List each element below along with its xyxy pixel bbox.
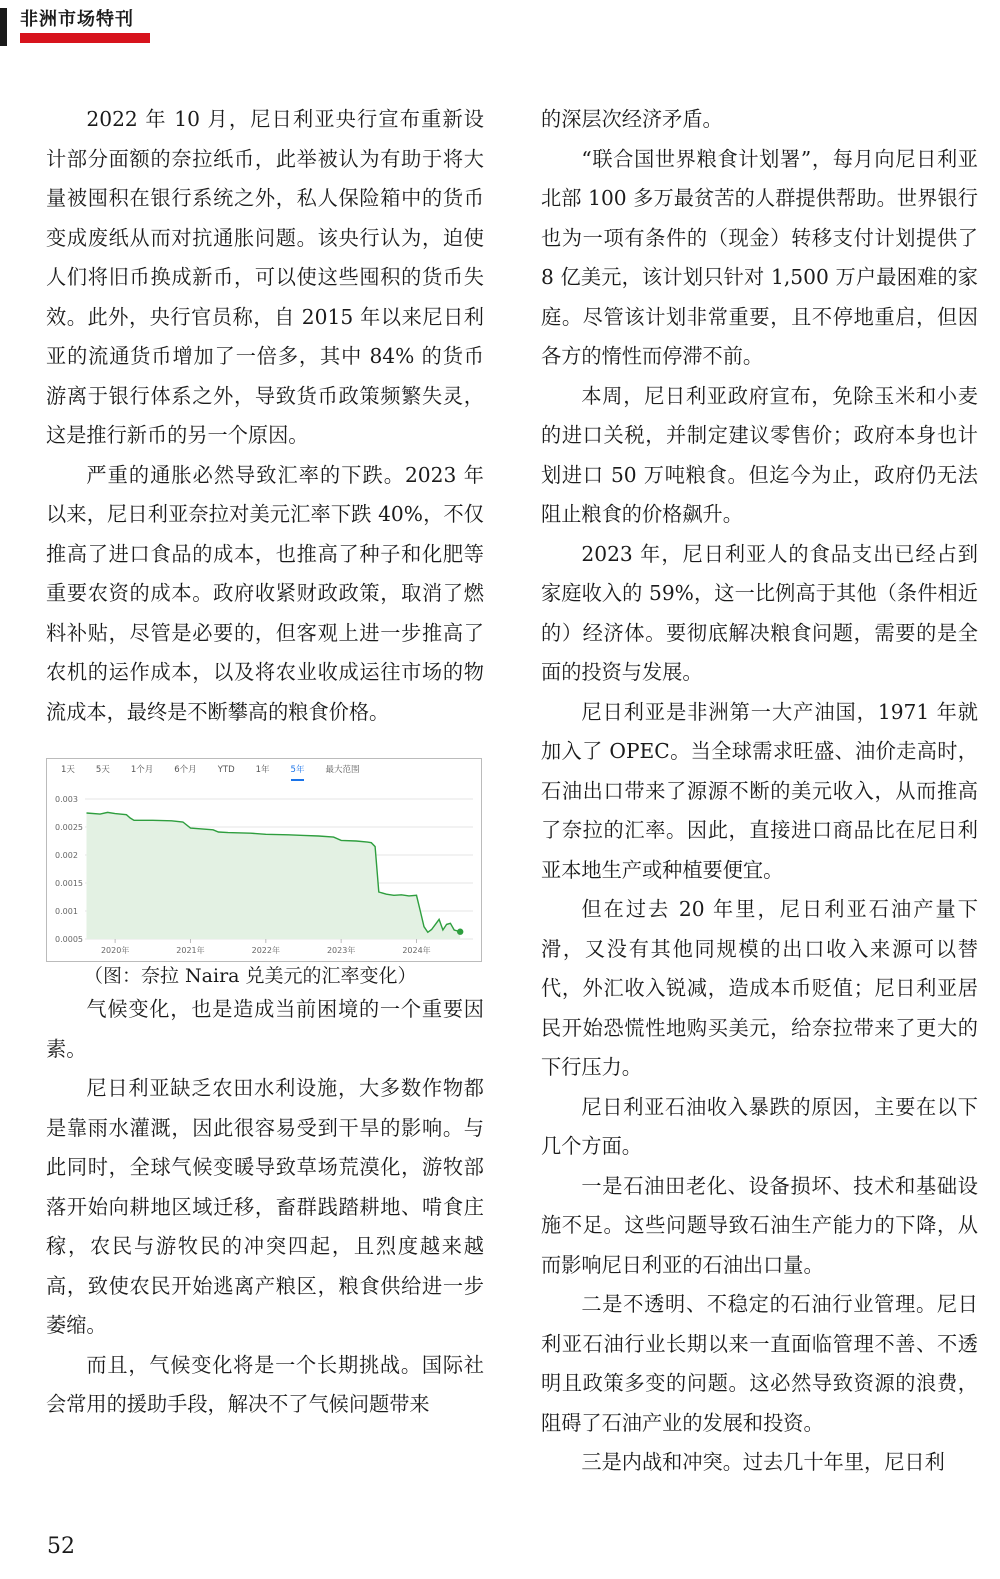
paragraph: 本周，尼日利亚政府宣布，免除玉米和小麦的进口关税，并制定建议零售价；政府本身也计划进口 50 万吨粮食。但迄今为止，政府仍无法阻止粮食的价格飙升。 <box>541 383 978 526</box>
series-end-point <box>457 929 463 935</box>
paragraph: 尼日利亚石油收入暴跌的原因，主要在以下几个方面。 <box>541 1094 978 1158</box>
paragraph-continuation: 的深层次经济矛盾。 <box>541 107 723 131</box>
x-tick-label: 2023年 <box>326 946 356 955</box>
y-tick-label: 0.003 <box>55 795 78 804</box>
paragraph: 2022 年 10 月，尼日利亚央行宣布重新设计部分面额的奈拉纸币，此举被认为有助于将大量被囤积在银行系统之外，私人保险箱中的货币变成废纸从而对抗通胀问题。该央行认为，迫使人们将旧币换成新币，可以使这些囤积的货币失效。此外，央行官员称，自 2015 年以来尼日利亚的流通货币增加了一倍多，其中 84% 的货币游离于银行体系之外，导致货币政策频繁失灵，这是推行新币的另一个原因。 <box>46 107 484 447</box>
x-tick-label: 2021年 <box>176 946 205 955</box>
range-tab-6m[interactable]: 6个月 <box>174 765 197 775</box>
series-area-fill <box>87 812 461 939</box>
y-tick-label: 0.0015 <box>55 879 83 888</box>
x-tick-label: 2024年 <box>402 946 431 955</box>
paragraph: 尼日利亚缺乏农田水利设施，大多数作物都是靠雨水灌溉，因此很容易受到干旱的影响。与此同时，全球气候变暖导致草场荒漠化，游牧部落开始向耕地区域迁移，畜群践踏耕地、啃食庄稼，农民与游牧民的冲突四起，且烈度越来越高，致使农民开始逃离产粮区，粮食供给进一步萎缩。 <box>46 1076 484 1337</box>
paragraph: 而且，气候变化将是一个长期挑战。国际社会常用的援助手段，解决不了气候问题带来 <box>46 1352 484 1416</box>
range-tab-max[interactable]: 最大范围 <box>325 765 360 775</box>
y-tick-label: 0.002 <box>55 851 78 860</box>
y-tick-label: 0.0025 <box>55 823 83 832</box>
range-tab-5y[interactable]: 5年 <box>291 761 305 781</box>
paragraph: 二是不透明、不稳定的石油行业管理。尼日利亚石油行业长期以来一直面临管理不善、不透明且政策多变的问题。这必然导致资源的浪费，阻碍了石油产业的发展和投资。 <box>541 1292 978 1435</box>
paragraph: 严重的通胀必然导致汇率的下跌。2023 年以来，尼日利亚奈拉对美元汇率下跌 40%，不仅推高了进口食品的成本，也推高了种子和化肥等重要农资的成本。政府收紧财政政策，取消了燃料补贴，尽管是必要的，但客观上进一步推高了农机的运作成本，以及将农业收成运往市场的物流成本，最终是不断攀高的粮食价格。 <box>46 462 484 724</box>
range-tab-5d[interactable]: 5天 <box>95 765 110 775</box>
header-red-stripe <box>20 33 150 43</box>
x-tick-label: 2022年 <box>251 946 280 955</box>
paragraph: 气候变化，也是造成当前困境的一个重要因素。 <box>46 997 484 1061</box>
exchange-rate-chart <box>46 758 482 962</box>
y-tick-label: 0.0005 <box>55 935 83 944</box>
header-accent-bar <box>0 8 7 46</box>
paragraph: 尼日利亚是非洲第一大产油国，1971 年就加入了 OPEC。当全球需求旺盛、油价走高时，石油出口带来了源源不断的美元收入，从而推高了奈拉的汇率。因此，直接进口商品比在尼日利亚本地生产或种植要便宜。 <box>541 699 978 882</box>
range-tab-1m[interactable]: 1个月 <box>130 765 154 775</box>
paragraph: 三是内战和冲突。过去几十年里，尼日利 <box>581 1450 945 1474</box>
paragraph: 一是石油田老化、设备损坏、技术和基础设施不足。这些问题导致石油生产能力的下降，从而影响尼日利亚的石油出口量。 <box>541 1173 978 1277</box>
paragraph: 2023 年，尼日利亚人的食品支出已经占到家庭收入的 59%，这一比例高于其他（条件相近的）经济体。要彻底解决粮食问题，需要的是全面的投资与发展。 <box>541 541 978 684</box>
paragraph: 但在过去 20 年里，尼日利亚石油产量下滑，又没有其他同规模的出口收入来源可以替代，外汇收入锐减，造成本币贬值；尼日利亚居民开始恐慌性地购买美元，给奈拉带来了更大的下行压力。 <box>541 897 978 1079</box>
left-text-column <box>46 100 484 1425</box>
chart-caption: （图：奈拉 Naira 兑美元的汇率变化） <box>84 965 417 987</box>
paragraph: “联合国世界粮食计划署”，每月向尼日利亚北部 100 多万最贫苦的人群提供帮助。世界银行也为一项有条件的（现金）转移支付计划提供了 8 亿美元，该计划只针对 1,500 万户最困难的家庭。尽管该计划非常重要，且不停地重启，但因各方的惰性而停滞不前。 <box>541 146 978 368</box>
magazine-section-title: 非洲市场特刊 <box>20 9 134 30</box>
range-tab-1y[interactable]: 1年 <box>255 765 270 775</box>
range-tab-ytd[interactable]: YTD <box>217 765 235 775</box>
y-tick-label: 0.001 <box>55 907 78 916</box>
chart-plot <box>47 759 481 961</box>
page-number: 52 <box>47 1534 75 1559</box>
right-text-column <box>541 100 978 1483</box>
x-tick-label: 2020年 <box>100 946 130 955</box>
range-tab-1d[interactable]: 1天 <box>61 765 75 775</box>
